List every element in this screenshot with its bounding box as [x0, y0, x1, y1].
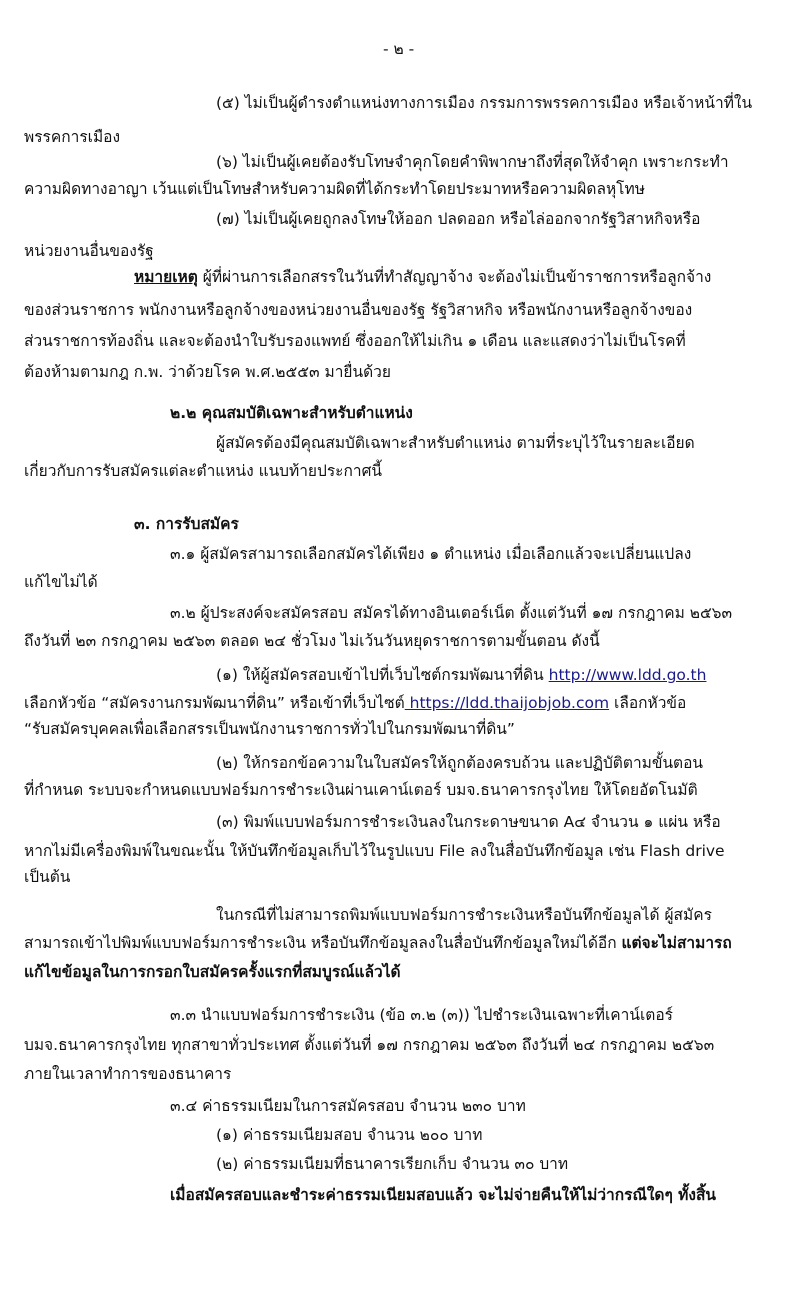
- item-5-line-1: (๕) ไม่เป็นผู้ดำรงตำแหน่งทางการเมือง กรรมการพรรคการเมือง หรือเจ้าหน้าที่ใน: [216, 94, 753, 112]
- section-3-2-line-1: ๓.๒ ผู้ประสงค์จะสมัครสอบ สมัครได้ทางอินเตอร์เน็ต ตั้งแต่วันที่ ๑๗ กรกฎาคม ๒๕๖๓: [170, 604, 733, 622]
- section-3-1-line-2: แก้ไขไม่ได้: [24, 573, 98, 591]
- note-line-2: ของส่วนราชการ พนักงานหรือลูกจ้างของหน่วยงานอื่นของรัฐ รัฐวิสาหกิจ หรือพนักงานหรือลูกจ้างของ: [24, 301, 693, 319]
- section-3-1-line-1: ๓.๑ ผู้สมัครสามารถเลือกสมัครได้เพียง ๑ ตำแหน่ง เมื่อเลือกแล้วจะเปลี่ยนแปลง: [170, 545, 692, 563]
- step-1-line-2-text-a: เลือกหัวข้อ “สมัครงานกรมพัฒนาที่ดิน” หรือเข้าที่เว็บไซต์: [24, 694, 405, 712]
- item-6-line-1: (๖) ไม่เป็นผู้เคยต้องรับโทษจำคุกโดยคำพิพากษาถึงที่สุดให้จำคุก เพราะกระทำ: [216, 153, 729, 171]
- section-3-3-line-3: ภายในเวลาทำการของธนาคาร: [24, 1065, 232, 1083]
- fee-2: (๒) ค่าธรรมเนียมที่ธนาคารเรียกเก็บ จำนวน ๓๐ บาท: [216, 1155, 569, 1173]
- step-1-text: (๑) ให้ผู้สมัครสอบเข้าไปที่เว็บไซต์กรมพัฒนาที่ดิน: [216, 666, 549, 684]
- section-3-2-line-2: ถึงวันที่ ๒๓ กรกฎาคม ๒๕๖๓ ตลอด ๒๔ ชั่วโมง ไม่เว้นวันหยุดราชการตามขั้นตอน ดังนี้: [24, 632, 600, 650]
- note-line-3: ส่วนราชการท้องถิ่น และจะต้องนำใบรับรองแพทย์ ซึ่งออกให้ไม่เกิน ๑ เดือน และแสดงว่าไม่เป็นโรคที่: [24, 332, 686, 350]
- section-3-3-line-2: บมจ.ธนาคารกรุงไทย ทุกสาขาทั่วประเทศ ตั้งแต่วันที่ ๑๗ กรกฎาคม ๒๕๖๓ ถึงวันที่ ๒๔ กรกฎาคม ๒๕๖๓: [24, 1036, 715, 1054]
- case-line-2: [24, 932, 732, 954]
- case-line-2-bold: แต่จะไม่สามารถ: [621, 934, 732, 952]
- step-1-line-1: [216, 664, 706, 686]
- step-1-line-2: [24, 692, 686, 714]
- final-statement: เมื่อสมัครสอบและชำระค่าธรรมเนียมสอบแล้ว จะไม่จ่ายคืนให้ไม่ว่ากรณีใดๆ ทั้งสิ้น: [170, 1186, 717, 1204]
- step-1-line-2-text-b: เลือกหัวข้อ: [609, 694, 687, 712]
- step-2-line-2: ที่กำหนด ระบบจะกำหนดแบบฟอร์มการชำระเงินผ่านเคาน์เตอร์ บมจ.ธนาคารกรุงไทย ให้โดยอัตโนมัติ: [24, 781, 698, 799]
- note-line-1: [134, 266, 711, 288]
- step-1-line-3: “รับสมัครบุคคลเพื่อเลือกสรรเป็นพนักงานราชการทั่วไปในกรมพัฒนาที่ดิน”: [24, 720, 515, 738]
- note-line-1-text: ผู้ที่ผ่านการเลือกสรรในวันที่ทำสัญญาจ้าง จะต้องไม่เป็นข้าราชการหรือลูกจ้าง: [197, 268, 712, 286]
- case-line-2-text: สามารถเข้าไปพิมพ์แบบฟอร์มการชำระเงิน หรือบันทึกข้อมูลลงในสื่อบันทึกข้อมูลใหม่ได้อีก: [24, 934, 622, 952]
- item-6-line-2: ความผิดทางอาญา เว้นแต่เป็นโทษสำหรับความผิดที่ได้กระทำโดยประมาทหรือความผิดลหุโทษ: [24, 180, 645, 198]
- step-3-line-1: (๓) พิมพ์แบบฟอร์มการชำระเงินลงในกระดาษขนาด A๔ จำนวน ๑ แผ่น หรือ: [216, 813, 721, 831]
- section-2-2-heading: ๒.๒ คุณสมบัติเฉพาะสำหรับตำแหน่ง: [170, 404, 413, 422]
- case-line-1: ในกรณีที่ไม่สามารถพิมพ์แบบฟอร์มการชำระเงินหรือบันทึกข้อมูลได้ ผู้สมัคร: [216, 906, 712, 924]
- section-2-2-line-2: เกี่ยวกับการรับสมัครแต่ละตำแหน่ง แนบท้ายประกาศนี้: [24, 462, 383, 480]
- step-3-line-2: หากไม่มีเครื่องพิมพ์ในขณะนั้น ให้บันทึกข้อมูลเก็บไว้ในรูปแบบ File ลงในสื่อบันทึกข้อมูล เช่น Flash drive: [24, 842, 725, 860]
- page-number: - ๒ -: [383, 40, 415, 58]
- fee-1: (๑) ค่าธรรมเนียมสอบ จำนวน ๒๐๐ บาท: [216, 1126, 483, 1144]
- section-2-2-line-1: ผู้สมัครต้องมีคุณสมบัติเฉพาะสำหรับตำแหน่ง ตามที่ระบุไว้ในรายละเอียด: [216, 434, 695, 452]
- step-3-line-3: เป็นต้น: [24, 868, 71, 886]
- item-7-line-2: หน่วยงานอื่นของรัฐ: [24, 242, 154, 260]
- item-7-line-1: (๗) ไม่เป็นผู้เคยถูกลงโทษให้ออก ปลดออก หรือไล่ออกจากรัฐวิสาหกิจหรือ: [216, 210, 701, 228]
- note-label: หมายเหตุ: [134, 268, 198, 286]
- case-line-3: แก้ไขข้อมูลในการกรอกใบสมัครครั้งแรกที่สมบูรณ์แล้วได้: [24, 963, 401, 981]
- note-line-4: ต้องห้ามตามกฎ ก.พ. ว่าด้วยโรค พ.ศ.๒๕๕๓ มายื่นด้วย: [24, 363, 391, 381]
- item-5-line-2: พรรคการเมือง: [24, 128, 121, 146]
- step-2-line-1: (๒) ให้กรอกข้อความในใบสมัครให้ถูกต้องครบถ้วน และปฏิบัติตามขั้นตอน: [216, 754, 704, 772]
- section-3-3-line-1: ๓.๓ นำแบบฟอร์มการชำระเงิน (ข้อ ๓.๒ (๓)) ไปชำระเงินเฉพาะที่เคาน์เตอร์: [170, 1006, 673, 1024]
- section-3-heading: ๓. การรับสมัคร: [134, 515, 239, 533]
- section-3-4-line-1: ๓.๔ ค่าธรรมเนียมในการสมัครสอบ จำนวน ๒๓๐ บาท: [170, 1097, 526, 1115]
- thaijobjob-website-link[interactable]: https://ldd.thaijobjob.com: [404, 694, 610, 712]
- ldd-website-link[interactable]: http://www.ldd.go.th: [548, 666, 707, 684]
